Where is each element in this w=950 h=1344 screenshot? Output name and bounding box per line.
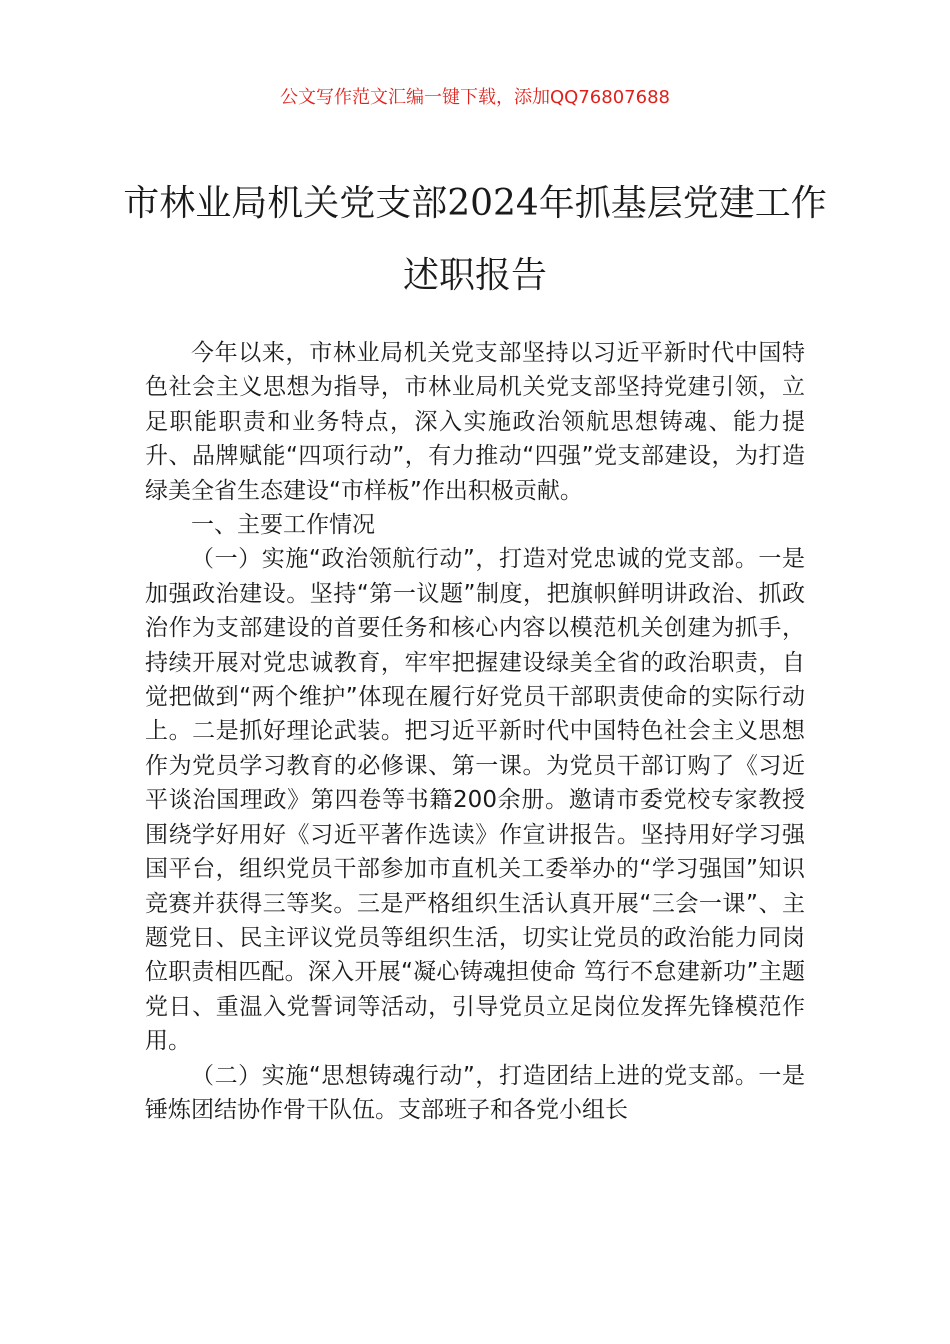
subsection-paragraph-2: （二）实施“思想铸魂行动”，打造团结上进的党支部。一是锤炼团结协作骨干队伍。支部班子和各党小组长	[145, 1062, 805, 1123]
subsection-paragraph-1: （一）实施“政治领航行动”，打造对党忠诚的党支部。一是加强政治建设。坚持“第一议题”制度，把旗帜鲜明讲政治、抓政治作为支部建设的首要任务和核心内容以模范机关创建为抓手，持续开展对党忠诚教育，牢牢把握建设绿美全省的政治职责，自觉把做到“两个维护”体现在履行好党员干部职责使命的实际行动上。二是抓好理论武装。把习近平新时代中国特色社会主义思想作为党员学习教育的必修课、第一课。为党员干部订购了《习近平谈治国理政》第四卷等书籍200余册。邀请市委党校专家教授围绕学好用好《习近平著作选读》作宣讲报告。坚持用好学习强国平台，组织党员干部参加市直机关工委举办的“学习强国”知识竞赛并获得三等奖。三是严格组织生活认真开展“三会一课”、主题党日、民主评议党员等组织生活，切实让党员的政治能力同岗位职责相匹配。深入开展“凝心铸魂担使命 笃行不怠建新功”主题党日、重温入党誓词等活动，引导党员立足岗位发挥先锋模范作用。	[145, 546, 805, 1055]
download-notice: 公文写作范文汇编一键下载，添加QQ76807688	[280, 87, 670, 108]
document-title: 市林业局机关党支部2024年抓基层党建工作述职报告	[123, 183, 827, 296]
document-body	[145, 336, 805, 1127]
section-heading: 一、主要工作情况	[191, 512, 375, 539]
intro-paragraph: 今年以来，市林业局机关党支部坚持以习近平新时代中国特色社会主义思想为指导，市林业局机关党支部坚持党建引领，立足职能职责和业务特点，深入实施政治领航思想铸魂、能力提升、品牌赋能“四项行动”，有力推动“四强”党支部建设，为打造绿美全省生态建设“市样板”作出积极贡献。	[145, 340, 805, 504]
